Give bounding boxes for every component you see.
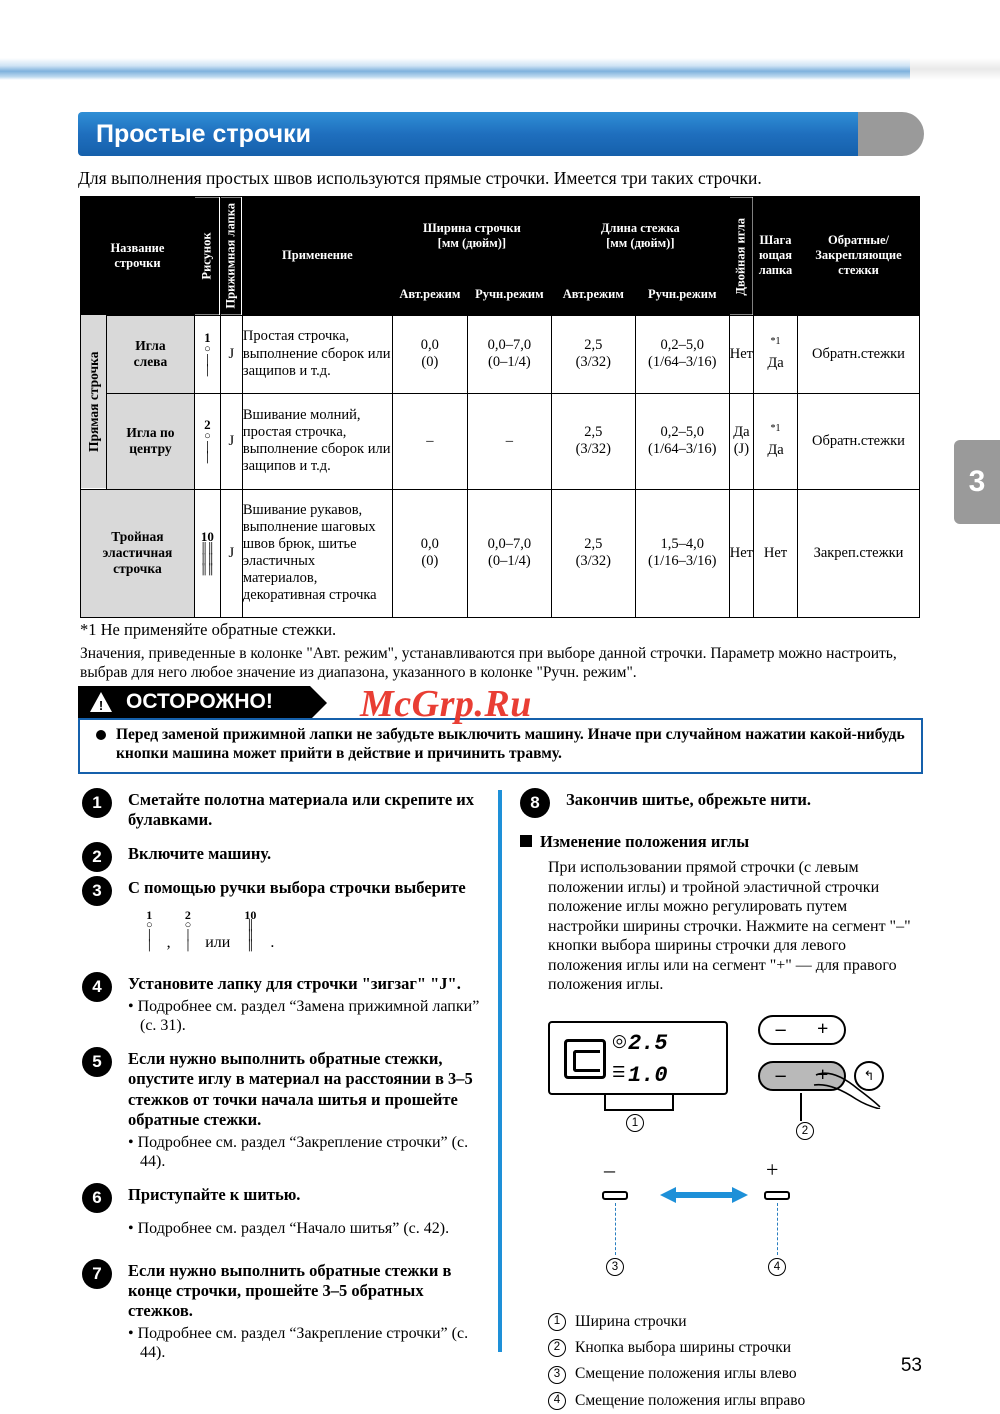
th-length-manual: Ручн.режим — [635, 275, 729, 315]
top-decorative-bar — [0, 58, 1000, 80]
row1-reverse: Обратн.стежки — [798, 315, 920, 393]
legend-text-3: Смещение положения иглы влево — [575, 1365, 797, 1383]
callout-3 — [606, 1257, 624, 1276]
row1-twin: Нет — [729, 315, 753, 393]
row3-reverse: Закреп.стежки — [798, 489, 920, 617]
row3-walking: Нет — [754, 489, 798, 617]
section-title-bar — [78, 112, 858, 156]
warning-exclamation-icon: ! — [98, 698, 104, 713]
row2-foot: J — [220, 393, 242, 489]
row2-name: Игла по центру — [107, 393, 195, 489]
width-plus-icon[interactable]: + — [816, 1064, 829, 1087]
hand-pointer-illustration — [812, 1065, 882, 1109]
row1-foot: J — [220, 315, 242, 393]
diagram-legend — [548, 1309, 920, 1414]
step-number-badge: 7 — [82, 1259, 112, 1289]
table-row — [81, 489, 920, 617]
row3-length-manual: 1,5–4,0 (1/16–3/16) — [635, 489, 729, 617]
callout-2-number: 2 — [796, 1122, 814, 1140]
callout-4 — [768, 1257, 786, 1276]
step-6 — [82, 1185, 482, 1238]
row3-length-auto: 2,5 (3/32) — [551, 489, 635, 617]
page-title: Простые строчки — [96, 120, 311, 148]
step-1 — [82, 790, 482, 830]
callout-1 — [626, 1113, 644, 1132]
caution-label: ОСТОРОЖНО! — [126, 690, 273, 713]
step-text: Приступайте к шитью. — [128, 1185, 301, 1205]
glyph-separator-or: или — [205, 933, 231, 951]
step-text: Сметайте полотна материала или скрепите их булавками. — [128, 790, 475, 830]
axis-plus-label: + — [766, 1156, 779, 1182]
callout-2 — [796, 1121, 814, 1140]
row1-width-auto: 0,0 (0) — [392, 315, 467, 393]
needle-right-dashed-line — [777, 1203, 778, 1255]
page-number: 53 — [900, 1355, 922, 1376]
group-label-straight-stitch: Прямая строчка — [81, 315, 107, 489]
row1-application: Простая строчка, выполнение сборок или защипов и т.д. — [242, 315, 392, 393]
row3-picture: 10 ║║ ║║ ║║ — [194, 489, 220, 617]
step-subnote: • Подробнее см. раздел “Замена прижимной лапки” (с. 31). — [128, 997, 480, 1035]
top-bar-cap — [910, 58, 1000, 80]
section-title — [78, 112, 923, 156]
footnote-star: *1 Не применяйте обратные стежки. — [80, 620, 337, 639]
stitch-glyph-row — [128, 909, 482, 952]
caution-box — [78, 718, 923, 774]
step-subnote: • Подробнее см. раздел “Начало шитья” (с. 42). — [128, 1220, 450, 1238]
legend-item — [548, 1388, 920, 1414]
row2-length-manual: 0,2–5,0 (1/64–3/16) — [635, 393, 729, 489]
legend-number-4: 4 — [548, 1392, 566, 1410]
column-separator — [498, 790, 502, 1352]
lcd-width-value: 2.5 — [628, 1030, 668, 1056]
needle-position-diagram — [548, 1009, 908, 1299]
th-width-auto: Авт.режим — [392, 275, 467, 315]
width-minus-icon[interactable]: – — [775, 1064, 786, 1087]
legend-item — [548, 1309, 920, 1335]
step-number-badge: 6 — [82, 1183, 112, 1213]
step-text: Установите лапку для строчки "зигзаг" "J". — [128, 973, 461, 993]
triple-stretch-stitch-icon: ║ ║ ║ — [247, 919, 254, 953]
caution-text: Перед заменой прижимной лапки не забудьте выключить машину. Иначе при случайном нажатии какой-нибудь кнопки машина может прийти в действие и причинить травму. — [116, 726, 905, 763]
hand-pointer-svg — [812, 1065, 882, 1109]
length-minus-icon[interactable]: – — [775, 1018, 786, 1041]
subsection-paragraph: При использовании прямой строчки (с левым положении иглы) и тройной эластичной строчки положение иглы можно регулировать путем настройки ширины строчки. Нажмите на сегмент "–" кнопки выбора ширины строчки для левого положения иглы или на сегмент "+" — для правого положения иглы. — [548, 859, 911, 994]
step-subnote: • Подробнее см. раздел “Закрепление строчки” (с. 44). — [128, 1324, 469, 1362]
row2-twin: Да (J) — [729, 393, 753, 489]
step-text: Закончив шитье, обрежьте нити. — [566, 790, 812, 809]
legend-item — [548, 1335, 920, 1361]
step-subnote: • Подробнее см. раздел “Закрепление строчки” (с. 44). — [128, 1133, 469, 1170]
callout-3-number: 3 — [606, 1258, 624, 1276]
table-row — [81, 393, 920, 489]
chapter-tab: 3 — [954, 440, 1000, 524]
row2-picture: 2 ○ │ │ — [194, 393, 220, 489]
step-5 — [82, 1049, 482, 1171]
stitch-glyph-2 — [185, 909, 192, 952]
subsection-title: Изменение положения иглы — [540, 832, 750, 852]
reverse-stitch-button[interactable]: ↰ — [854, 1061, 884, 1091]
th-length-auto: Авт.режим — [551, 275, 635, 315]
glyph-end-period: . — [270, 933, 275, 951]
row2-width-manual: – — [467, 393, 551, 489]
stitch-glyph-3-number: 10 — [244, 907, 257, 922]
step-number-badge: 3 — [82, 876, 112, 906]
legend-item — [548, 1361, 920, 1387]
subsection-heading — [520, 832, 920, 852]
step-number-badge: 4 — [82, 972, 112, 1002]
caution-banner — [78, 686, 338, 720]
stitch-glyph-3 — [244, 909, 256, 952]
glyph-separator-comma: , — [166, 933, 171, 951]
row3-foot: J — [220, 489, 242, 617]
step-text: Включите машину. — [128, 844, 272, 864]
width-icon: ◎ — [612, 1030, 627, 1050]
stitch-spec-table — [80, 196, 920, 618]
callout-4-number: 4 — [768, 1258, 786, 1276]
row3-twin: Нет — [729, 489, 753, 617]
left-column — [82, 790, 482, 1376]
th-reverse: Обратные/ Закрепляющие стежки — [798, 197, 920, 316]
row3-width-manual: 0,0–7,0 (0–1/4) — [467, 489, 551, 617]
bullet-icon — [96, 730, 106, 740]
stitch-glyph-2-number: 2 — [184, 907, 191, 922]
th-width-manual: Ручн.режим — [467, 275, 551, 315]
th-twin-needle: Двойная игла — [729, 197, 753, 316]
length-icon: ☰ — [612, 1064, 626, 1081]
needle-left-dashed-line — [615, 1203, 616, 1255]
legend-number-3: 3 — [548, 1366, 566, 1384]
stitch-symbol-icon — [564, 1039, 606, 1079]
double-arrow-icon — [654, 1185, 754, 1205]
row1-length-manual: 0,2–5,0 (1/64–3/16) — [635, 315, 729, 393]
th-picture: Рисунок — [194, 197, 220, 316]
legend-text-4: Смещение положения иглы вправо — [575, 1391, 806, 1409]
step-number-badge: 8 — [520, 788, 550, 818]
th-width-group: Ширина строчки [мм (дюйм)] — [392, 197, 551, 275]
table-header-row — [81, 197, 920, 275]
row1-length-auto: 2,5 (3/32) — [551, 315, 635, 393]
row2-application: Вшивание молний, простая строчка, выполнение сборок или защипов и т.д. — [242, 393, 392, 489]
intro-paragraph: Для выполнения простых швов используются прямые строчки. Имеется три таких строчки. — [78, 168, 762, 188]
axis-minus-label: – — [604, 1156, 615, 1182]
step-text: Если нужно выполнить обратные стежки, опустите иглу в материал на расстоянии в 3–5 стежков от точки начала шитья и прошейте обратные стежки. — [128, 1049, 473, 1129]
length-plus-icon[interactable]: + — [816, 1018, 829, 1041]
callout-2-leader — [800, 1093, 802, 1121]
th-length-group: Длина стежка [мм (дюйм)] — [551, 197, 729, 275]
stitch-glyph-1-number: 1 — [146, 907, 153, 922]
row1-name: Игла слева — [107, 315, 195, 393]
row3-width-auto: 0,0 (0) — [392, 489, 467, 617]
step-4 — [82, 974, 482, 1036]
th-presser-foot: Прижимная лапка — [220, 197, 242, 316]
step-3 — [82, 878, 482, 951]
callout-bracket — [604, 1095, 674, 1111]
row2-width-auto: – — [392, 393, 467, 489]
needle-offset-diagram — [588, 1156, 888, 1273]
lcd-display — [548, 1021, 728, 1095]
step-text: Если нужно выполнить обратные стежки в конце строчки, прошейте 3–5 обратных стежков. — [128, 1260, 452, 1320]
watermark: McGrp.Ru — [360, 683, 532, 725]
row3-application: Вшивание рукавов, выполнение шаговых швов брюк, шитье эластичных материалов, декоративная строчка — [242, 489, 392, 617]
title-ball-decoration — [858, 112, 924, 156]
lcd-length-value: 1.0 — [628, 1062, 668, 1088]
needle-position-left-marker — [602, 1191, 628, 1200]
step-number-badge: 5 — [82, 1047, 112, 1077]
square-bullet-icon — [520, 835, 532, 847]
footnote-note: Значения, приведенные в колонке "Авт. режим", устанавливаются при выборе данной строчки. Параметр можно настроить, выбрав для него любое значение из диапазона, указанного в колонке "Ручн. режим". — [80, 645, 897, 681]
row1-walking: $^{*1}$ Да — [754, 315, 798, 393]
right-column — [520, 790, 920, 1414]
legend-number-1: 1 — [548, 1313, 566, 1331]
th-application: Применение — [242, 197, 392, 316]
straight-stitch-icon: ○ │ │ — [146, 919, 153, 953]
stitch-glyph-1 — [146, 909, 153, 952]
step-7 — [82, 1261, 482, 1363]
step-number-badge: 2 — [82, 842, 112, 872]
legend-text-2: Кнопка выбора ширины строчки — [575, 1339, 792, 1357]
th-walking-foot: Шага ющая лапка — [754, 197, 798, 316]
row2-reverse: Обратн.стежки — [798, 393, 920, 489]
legend-number-2: 2 — [548, 1339, 566, 1357]
row1-picture: 1 ○ │ │ — [194, 315, 220, 393]
row2-walking: $^{*1}$ Да — [754, 393, 798, 489]
table-row — [81, 315, 920, 393]
step-8 — [520, 790, 920, 810]
step-2 — [82, 844, 482, 867]
step-text: С помощью ручки выбора строчки выберите — [128, 878, 466, 898]
step-number-badge: 1 — [82, 788, 112, 818]
row1-width-manual: 0,0–7,0 (0–1/4) — [467, 315, 551, 393]
th-stitch-name: Название строчки — [81, 197, 195, 316]
needle-position-right-marker — [764, 1191, 790, 1200]
callout-1-number: 1 — [626, 1114, 644, 1132]
row2-length-auto: 2,5 (3/32) — [551, 393, 635, 489]
legend-text-1: Ширина строчки — [575, 1312, 687, 1330]
center-stitch-icon: ○ │ │ — [184, 919, 192, 953]
stitch-length-button[interactable] — [758, 1015, 846, 1045]
double-arrow-svg — [654, 1185, 754, 1205]
row3-name: Тройная эластичная строчка — [81, 489, 195, 617]
